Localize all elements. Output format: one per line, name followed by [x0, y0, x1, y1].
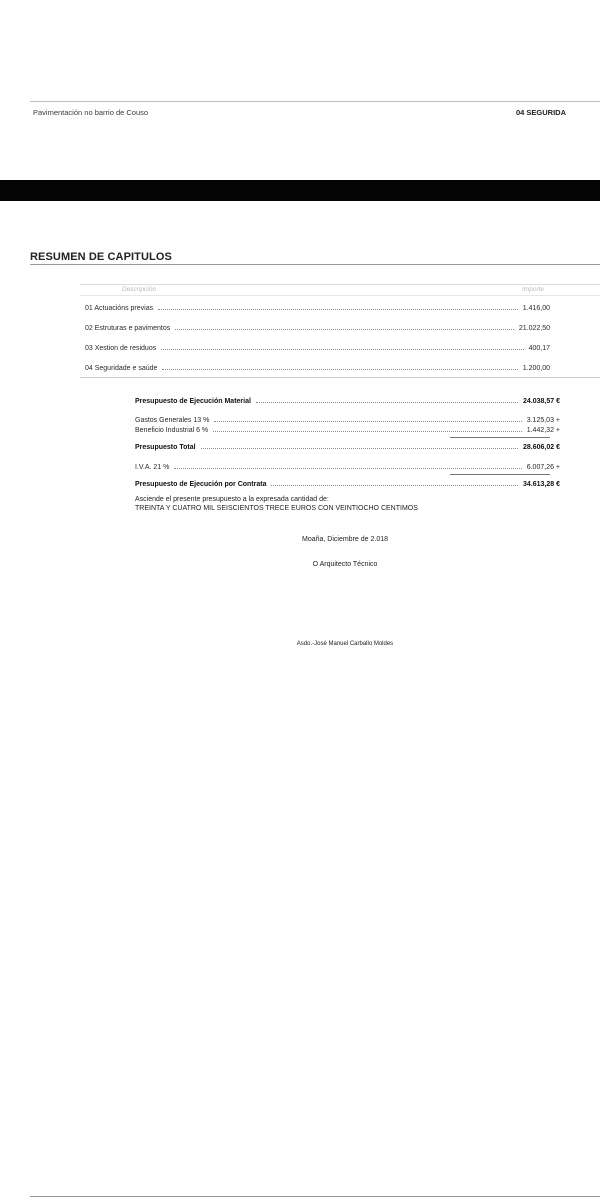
- contract-budget-label: Presupuesto de Ejecución por Contrata: [135, 481, 267, 488]
- dot-leader: [214, 420, 521, 422]
- industrial-profit-row: [135, 424, 560, 434]
- industrial-profit-label: Beneficio Industrial 6 %: [135, 427, 209, 434]
- contract-budget-amount: 34.613,28 €: [523, 481, 560, 488]
- chapter-label: 02 Estruturas e pavimentos: [85, 325, 171, 332]
- vat-amount: 6.007,26 +: [526, 464, 560, 471]
- title-rule: [30, 264, 600, 265]
- amount-intro-text: Asciende el presente presupuesto a la expresada cantidad de:: [135, 496, 329, 503]
- dot-leader: [213, 430, 522, 432]
- chapter-amount: 1.200,00: [522, 365, 550, 372]
- total-budget-row: [135, 441, 560, 451]
- total-budget-amount: 28.606,02 €: [523, 444, 560, 451]
- column-header-description: Descripción: [122, 286, 156, 293]
- signature-name: Asdo.-José Manuel Carballo Moldes: [296, 641, 394, 647]
- dot-leader: [175, 328, 514, 330]
- chapter-label: 03 Xestion de residuos: [85, 345, 157, 352]
- chapter-amount: 21.022,50: [518, 325, 550, 332]
- general-expenses-row: [135, 414, 560, 424]
- dot-leader: [158, 308, 518, 310]
- dot-leader: [161, 348, 523, 350]
- dot-leader: [162, 368, 517, 370]
- amount-in-words: TREINTA Y CUATRO MIL SEISCIENTOS TRECE EUROS CON VEINTIOCHO CENTIMOS: [135, 505, 418, 512]
- material-budget-amount: 24.038,57 €: [523, 398, 560, 405]
- contract-budget-row: [135, 478, 560, 488]
- signatory-role: O Arquitecto Técnico: [312, 561, 378, 568]
- chapter-amount: 400,17: [528, 345, 550, 352]
- section-title: RESUMEN DE CAPITULOS: [30, 251, 172, 263]
- column-header-bottom-rule: [80, 295, 600, 296]
- column-header-top-rule: [80, 284, 600, 285]
- vat-row: [135, 461, 560, 471]
- dot-leader: [256, 401, 518, 403]
- chapter-amount: 1.416,00: [522, 305, 550, 312]
- material-budget-label: Presupuesto de Ejecución Material: [135, 398, 251, 405]
- black-band: [0, 180, 600, 201]
- vat-rule: [450, 474, 550, 475]
- total-budget-label: Presupuesto Total: [135, 444, 196, 451]
- chapter-row: [85, 322, 550, 332]
- material-budget-row: [135, 395, 560, 405]
- chapter-row: [85, 362, 550, 372]
- chapter-label: 01 Actuacións previas: [85, 305, 154, 312]
- header-section-code: 04 SEGURIDA: [516, 108, 567, 117]
- subtotal-rule: [450, 437, 550, 438]
- place-date: Moaña, Diciembre de 2.018: [302, 536, 388, 543]
- dot-leader: [174, 467, 521, 469]
- chapters-bottom-rule: [80, 377, 600, 378]
- chapter-row: [85, 302, 550, 312]
- industrial-profit-amount: 1.442,32 +: [526, 427, 560, 434]
- header-project-title: Pavimentación no barrio de Couso: [33, 108, 149, 117]
- general-expenses-label: Gastos Generales 13 %: [135, 417, 210, 424]
- header-rule: [30, 101, 600, 102]
- general-expenses-amount: 3.125,03 +: [526, 417, 560, 424]
- dot-leader: [201, 447, 518, 449]
- vat-label: I.V.A. 21 %: [135, 464, 170, 471]
- dot-leader: [271, 484, 518, 486]
- footer-rule: [30, 1196, 600, 1197]
- chapter-label: 04 Seguridade e saúde: [85, 365, 158, 372]
- column-header-amount: Importe: [522, 286, 545, 293]
- chapter-row: [85, 342, 550, 352]
